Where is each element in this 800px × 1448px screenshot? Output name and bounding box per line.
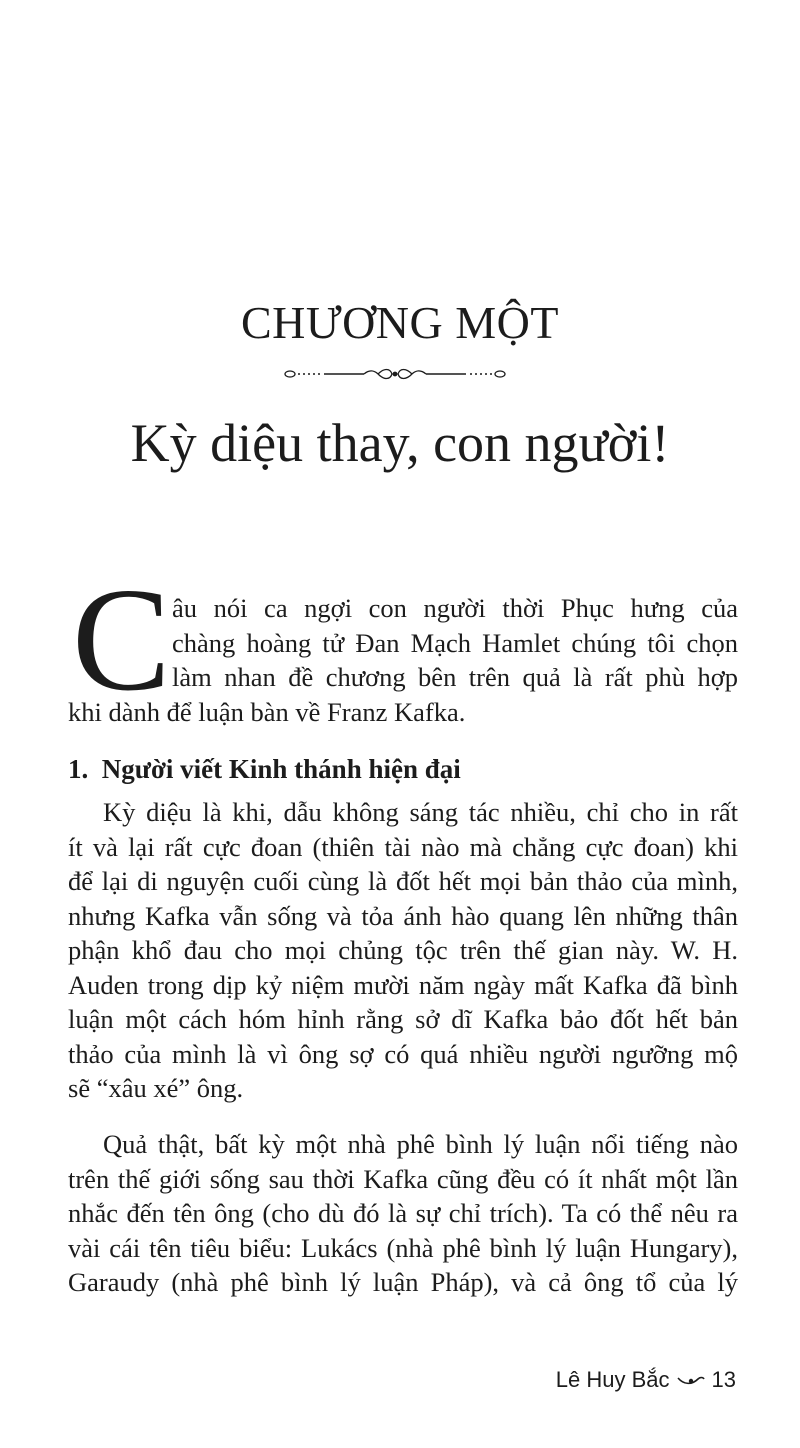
chapter-title: Kỳ diệu thay, con người!: [130, 413, 670, 473]
body-paragraph-1: [68, 795, 738, 1106]
text-line: Quả thật, bất kỳ một nhà phê bình lý luận nổi tiếng nào: [103, 1129, 738, 1159]
text-line: chàng hoàng tử Đan Mạch Hamlet chúng tôi chọn: [172, 627, 738, 658]
flourish-icon: [676, 1373, 706, 1387]
text-line: Auden trong dịp kỷ niệm mười năm ngày mất Kafka đã bình: [68, 969, 738, 1000]
intro-paragraph: [68, 591, 738, 729]
text-line: sẽ “xâu xé” ông.: [68, 1073, 244, 1103]
text-line: nhưng Kafka vẫn sống và tỏa ánh hào quang lên những thân: [68, 900, 738, 931]
page-footer: [556, 1366, 736, 1394]
text-line: để lại di nguyện cuối cùng là đốt hết mọi bản thảo của mình,: [68, 866, 738, 896]
chapter-label: CHƯƠNG MỘT: [241, 297, 559, 348]
text-line: Kỳ diệu là khi, dẫu không sáng tác nhiều, chỉ cho in rất: [103, 797, 738, 827]
text-line: luận một cách hóm hỉnh rằng sở dĩ Kafka bảo đốt hết bản: [68, 1004, 738, 1034]
drop-cap: C: [72, 558, 171, 722]
author-name: Lê Huy Bắc: [555, 1367, 670, 1392]
text-line: thảo của mình là vì ông sợ có quá nhiều người ngưỡng mộ: [68, 1038, 738, 1069]
text-line: trên thế giới sống sau thời Kafka cũng đều có ít nhất một lần: [68, 1163, 738, 1194]
text-line: khi dành để luận bàn về Franz Kafka.: [68, 696, 466, 727]
page-number: 13: [711, 1367, 736, 1392]
body-paragraph-2: [68, 1127, 738, 1300]
text-line: vài cái tên tiêu biểu: Lukács (nhà phê bình lý luận Hungary),: [68, 1232, 738, 1263]
text-line: nhắc đến tên ông (cho dù đó là sự chỉ trích). Ta có thể nêu ra: [68, 1198, 738, 1228]
text-line: âu nói ca ngợi con người thời Phục hưng của: [172, 593, 738, 623]
text-line: phận khổ đau cho mọi chủng tộc trên thế gian này. W. H.: [68, 935, 738, 965]
text-line: ít và lại rất cực đoan (thiên tài nào mà chẳng cực đoan) khi: [68, 831, 738, 862]
section-heading: 1. Người viết Kinh thánh hiện đại: [68, 754, 461, 784]
text-line: làm nhan đề chương bên trên quả là rất phù hợp: [172, 662, 738, 692]
text-line: Garaudy (nhà phê bình lý luận Pháp), và cả ông tổ của lý: [68, 1267, 738, 1297]
divider-ornament: [280, 363, 510, 385]
